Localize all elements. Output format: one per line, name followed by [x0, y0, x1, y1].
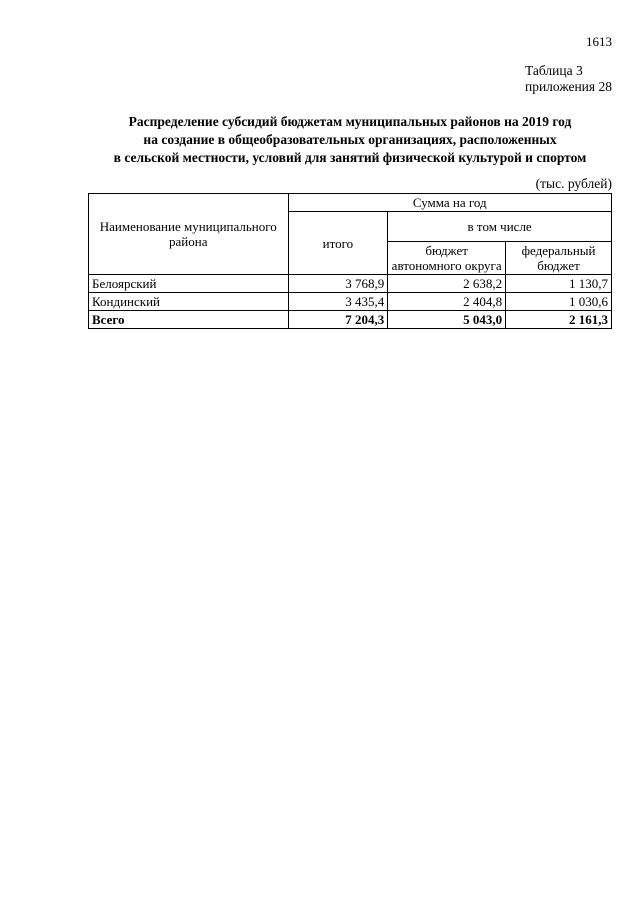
title-line-3: в сельской местности, условий для занятий физической культурой и спортом [113, 150, 587, 165]
units-label: (тыс. рублей) [535, 176, 612, 191]
table-caption [525, 63, 612, 95]
federal-budget-cell: 1 130,7 [506, 275, 612, 293]
summary-label-cell: Всего [89, 311, 289, 329]
header-district-name: Наименование муниципального района [89, 194, 289, 275]
district-name-cell: Белоярский [89, 275, 289, 293]
table-row [89, 293, 612, 311]
caption-line-2: приложения 28 [524, 79, 612, 94]
document-title [88, 113, 612, 167]
title-line-2: на создание в общеобразовательных организациях, расположенных [143, 132, 557, 147]
title-line-1: Распределение субсидий бюджетам муниципальных районов на 2019 год [128, 114, 572, 129]
subsidy-table [88, 193, 612, 329]
header-total: итого [288, 212, 388, 275]
federal-budget-cell: 1 030,6 [506, 293, 612, 311]
summary-total-cell: 7 204,3 [288, 311, 388, 329]
okrug-budget-cell: 2 404,8 [388, 293, 506, 311]
table-row [89, 275, 612, 293]
header-sum-year: Сумма на год [288, 194, 611, 212]
header-federal-budget: федеральный бюджет [506, 242, 612, 275]
total-cell: 3 768,9 [288, 275, 388, 293]
header-including: в том числе [388, 212, 612, 242]
okrug-budget-cell: 2 638,2 [388, 275, 506, 293]
summary-okrug-cell: 5 043,0 [388, 311, 506, 329]
district-name-cell: Кондинский [89, 293, 289, 311]
header-okrug-budget: бюджет автономного округа [388, 242, 506, 275]
total-cell: 3 435,4 [288, 293, 388, 311]
summary-row [89, 311, 612, 329]
summary-federal-cell: 2 161,3 [506, 311, 612, 329]
page-number: 1613 [586, 34, 612, 49]
caption-line-1: Таблица 3 [524, 63, 583, 78]
